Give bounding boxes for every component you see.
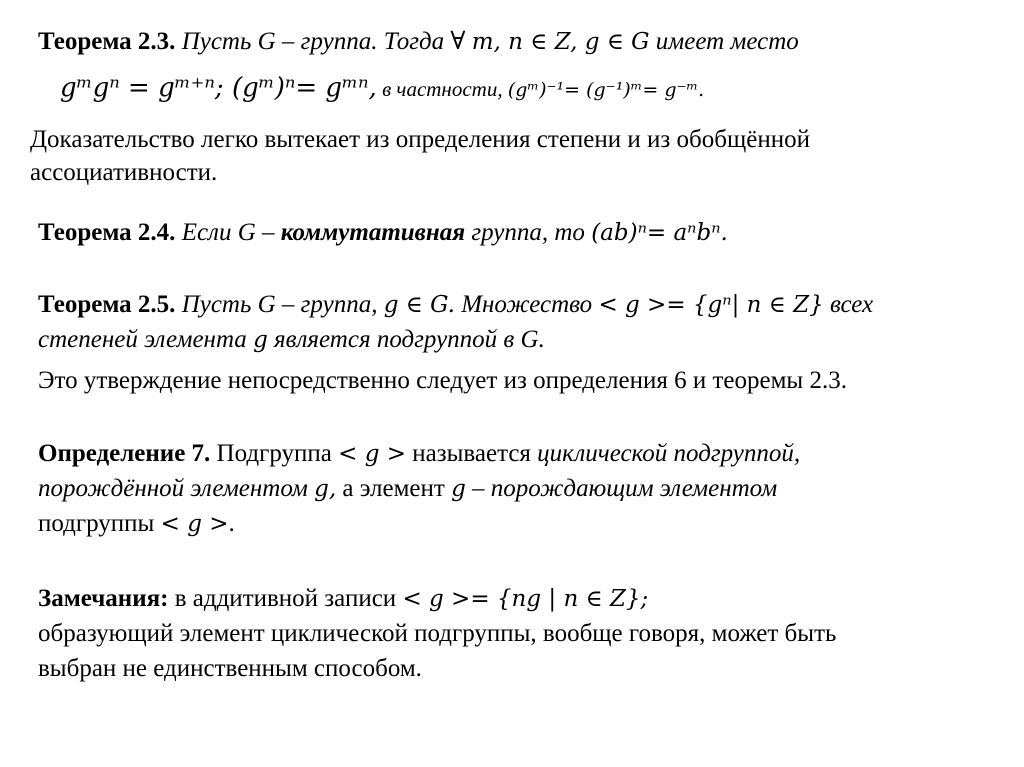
theorem-2-3-line1 xyxy=(38,27,799,57)
statement: Это утверждение непосредственно следует из определения 6 и теоремы 2.3. xyxy=(38,367,847,394)
definition-7-text-b: называется xyxy=(406,440,538,467)
theorem-2-3-text-c: в частности, xyxy=(376,77,508,101)
theorem-2-5-line1 xyxy=(38,290,873,320)
theorem-2-5-line2-b: является подгруппой в G. xyxy=(267,326,545,353)
definition-7-line2-ital: порождённой элементом xyxy=(38,475,315,502)
theorem-2-5-line2-math: g xyxy=(253,327,268,353)
theorem-2-3-math-a: m, n ∈ Z, g ∈ G xyxy=(471,29,650,55)
definition-7-line3-text: подгруппы xyxy=(38,510,161,537)
theorem-2-5-line2-a: степеней элемента xyxy=(38,326,254,353)
notes-text-a: в аддитивной записи xyxy=(168,585,403,612)
theorem-2-3-line2 xyxy=(60,73,704,105)
definition-7-line3-math: < g > xyxy=(160,511,229,537)
proof-line1: Доказательство легко вытекает из определения степени и из обобщённой xyxy=(30,126,810,153)
definition-7-line2-ital2: – порождающим элементом xyxy=(465,475,778,502)
notes-label: Замечания: xyxy=(38,585,169,612)
theorem-2-5-line2 xyxy=(38,325,545,355)
theorem-2-3-formula: gᵐgⁿ = gᵐ⁺ⁿ; (gᵐ)ⁿ= gᵐⁿ, xyxy=(60,73,377,103)
proof-line2: ассоциативности. xyxy=(30,159,218,186)
theorem-2-5-label: Теорема 2.5. xyxy=(38,291,176,318)
theorem-2-4-bold-word: коммутативная xyxy=(280,219,466,246)
definition-7-text-a: Подгруппа xyxy=(210,440,339,467)
notes-line3: выбран не единственным способом. xyxy=(38,655,422,682)
definition-7-line2-text: а элемент xyxy=(336,475,452,502)
theorem-2-5-math-b: < g >= {gⁿ| n ∈ Z} xyxy=(598,292,824,318)
theorem-2-4 xyxy=(38,218,728,248)
theorem-2-4-formula: (ab)ⁿ= aⁿbⁿ. xyxy=(591,220,728,246)
definition-7-ital-a: циклической подгруппой, xyxy=(537,440,801,467)
theorem-2-3-formula2: (gᵐ)⁻¹= (g⁻¹)ᵐ= g⁻ᵐ. xyxy=(507,79,705,101)
theorem-2-4-label: Теорема 2.4. xyxy=(38,219,176,246)
theorem-2-5-math-a: g ∈ G. xyxy=(383,292,455,318)
theorem-2-5-text-b: Множество xyxy=(454,291,599,318)
theorem-2-4-text-b: группа, то xyxy=(465,219,592,246)
theorem-2-5-text-a: Пусть G – группа, xyxy=(175,291,384,318)
definition-7-math-a: < g > xyxy=(338,441,407,467)
definition-7-line3-end: . xyxy=(228,510,235,537)
notes-line2: образующий элемент циклической подгруппы, вообще говоря, может быть xyxy=(38,620,837,647)
definition-7-label: Определение 7. xyxy=(38,440,211,467)
theorem-2-4-text-a: Если G – xyxy=(175,219,281,246)
definition-7-line2 xyxy=(38,474,777,504)
definition-7-line2-math2: g xyxy=(451,476,466,502)
definition-7-line3 xyxy=(38,509,235,539)
theorem-2-5-text-c: всех xyxy=(823,291,874,318)
notes-math-a: < g >= {ng | n ∈ Z}; xyxy=(402,586,649,612)
notes-line1 xyxy=(38,584,648,614)
definition-7-line2-math: g, xyxy=(314,476,337,502)
theorem-2-3-text-a: Пусть G – группа. Тогда ∀ xyxy=(175,28,472,55)
theorem-2-3-text-b: имеет место xyxy=(649,28,799,55)
theorem-2-3-label: Теорема 2.3. xyxy=(38,28,176,55)
definition-7-line1 xyxy=(38,439,800,469)
